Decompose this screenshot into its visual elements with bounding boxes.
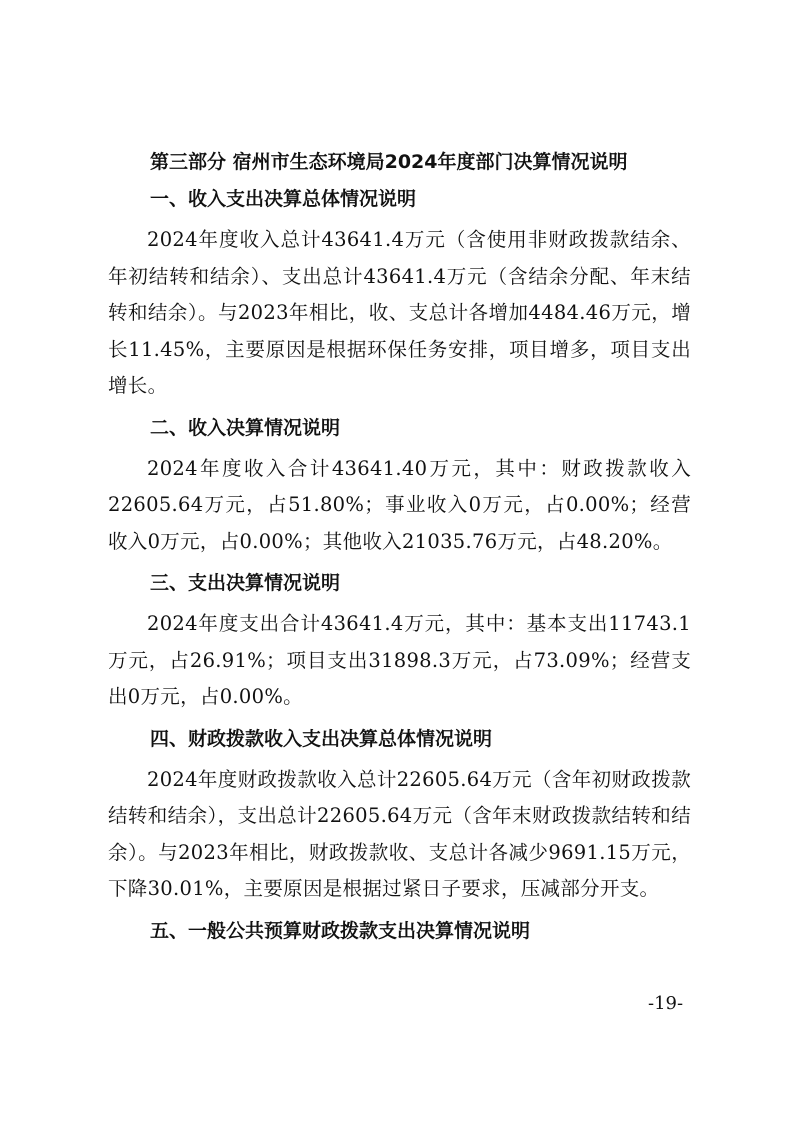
section-heading-2: 二、收入决算情况说明 (150, 416, 341, 439)
page-number: -19- (648, 993, 684, 1014)
document-body (108, 148, 691, 954)
section-paragraph-1: 2024年度收入总计43641.4万元（含使用非财政拨款结余、年初结转和结余）、支出总计43641.4万元（含结余分配、年末结转和结余）。与2023年相比，收、支总计各增加4484.46万元，增长11.45%，主要原因是根据环保任务安排，项目增多，项目支出增长。 (108, 228, 691, 397)
section-heading-5: 五、一般公共预算财政拨款支出决算情况说明 (150, 919, 531, 942)
section-heading-1: 一、收入支出决算总体情况说明 (150, 188, 417, 210)
section-heading-3: 三、支出决算情况说明 (150, 572, 341, 594)
section-paragraph-4: 2024年度财政拨款收入总计22605.64万元（含年初财政拨款结转和结余），支出总计22605.64万元（含年末财政拨款结转和结余）。与2023年相比，财政拨款收、支总计各减少9691.15万元，下降30.01%，主要原因是根据过紧日子要求，压减部分开支。 (108, 767, 691, 900)
section-heading-4: 四、财政拨款收入支出决算总体情况说明 (150, 727, 493, 750)
document-title: 第三部分 宿州市生态环境局2024年度部门决算情况说明 (150, 151, 628, 173)
section-paragraph-2: 2024年度收入合计43641.40万元，其中：财政拨款收入22605.64万元，占51.80%；事业收入0万元，占0.00%；经营收入0万元，占0.00%；其他收入21035.76万元，占48.20%。 (108, 456, 691, 553)
section-paragraph-3: 2024年度支出合计43641.4万元，其中：基本支出11743.1万元，占26.91%；项目支出31898.3万元，占73.09%；经营支出0万元，占0.00%。 (108, 612, 691, 708)
